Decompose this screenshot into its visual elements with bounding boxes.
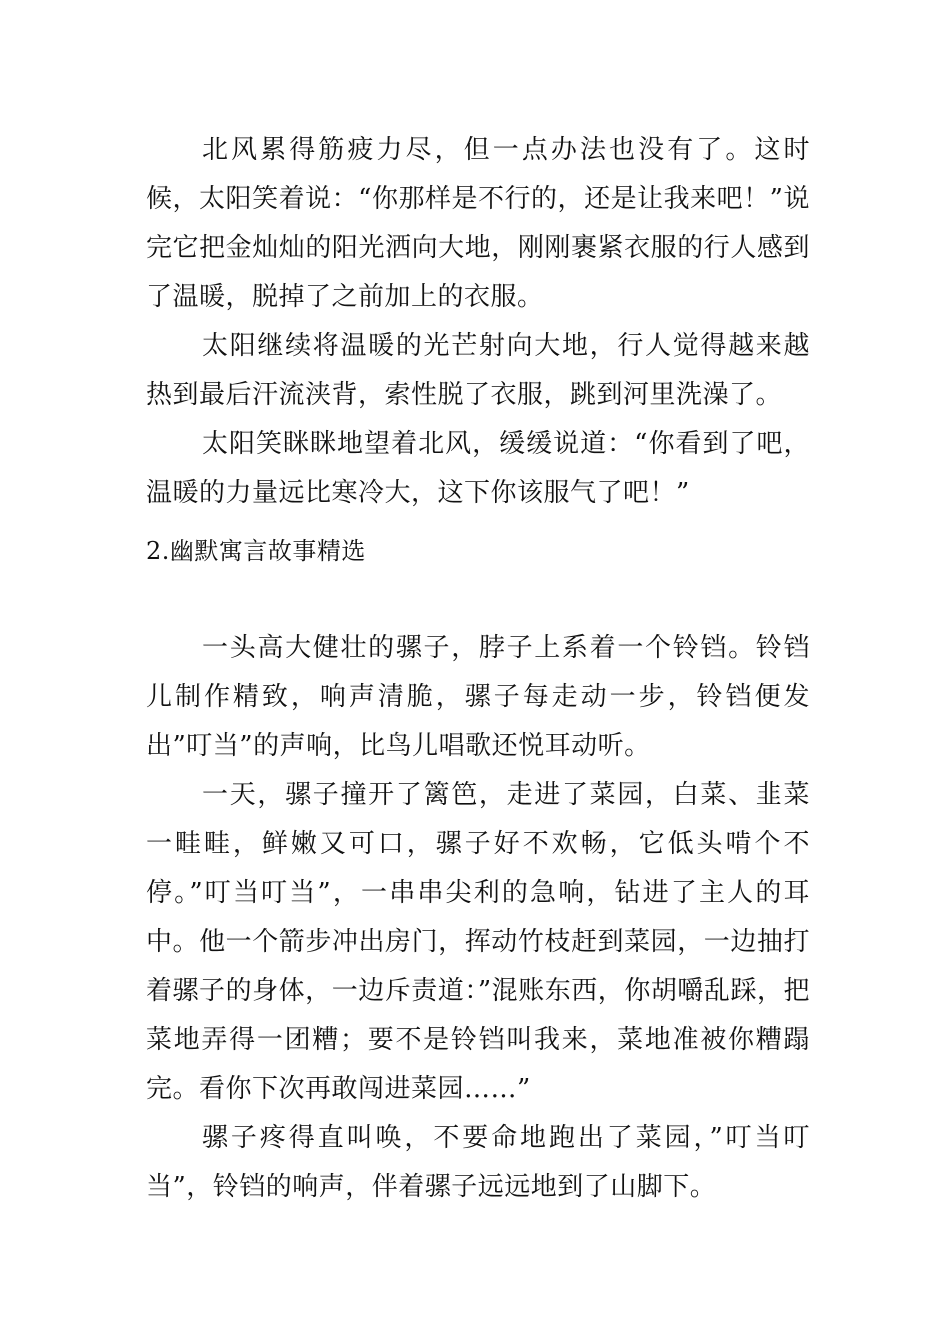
section2-body: [146, 624, 810, 1212]
paragraph-sun-continues: 太阳继续将温暖的光芒射向大地，行人觉得越来越热到最后汗流浃背，索性脱了衣服，跳到河里洗澡了。: [146, 331, 810, 410]
paragraph-mule-garden: 一天，骡子撞开了篱笆，走进了菜园，白菜、韭菜一畦畦，鲜嫩又可口，骡子好不欢畅，它低头啃个不停。”叮当叮当”，一串串尖利的急响，钻进了主人的耳中。他一个箭步冲出房门，挥动竹枝赶到菜园，一边抽打着骡子的身体，一边斥责道：”混账东西，你胡嚼乱踩，把菜地弄得一团糟；要不是铃铛叫我来，菜地准被你糟蹋完。看你下次再敢闯进菜园……”: [146, 780, 810, 1104]
paragraph-sun-speaks: 太阳笑眯眯地望着北风，缓缓说道：“你看到了吧，温暖的力量远比寒冷大，这下你该服气了吧！”: [146, 429, 810, 508]
section1-body: [146, 126, 810, 518]
paragraph-mule-runs: 骡子疼得直叫唤，不要命地跑出了菜园，”叮当叮当”，铃铛的响声，伴着骡子远远地到了山脚下。: [146, 1123, 810, 1202]
paragraph-mule-bell: 一头高大健壮的骡子，脖子上系着一个铃铛。铃铛儿制作精致，响声清脆，骡子每走动一步，铃铛便发出”叮当”的声响，比鸟儿唱歌还悦耳动听。: [146, 633, 810, 761]
paragraph-north-wind-exhausted: 北风累得筋疲力尽，但一点办法也没有了。这时候，太阳笑着说：“你那样是不行的，还是让我来吧！”说完它把金灿灿的阳光洒向大地，刚刚裹紧衣服的行人感到了温暖，脱掉了之前加上的衣服。: [146, 135, 810, 312]
section2-heading: 2.幽默寓言故事精选: [146, 537, 366, 565]
